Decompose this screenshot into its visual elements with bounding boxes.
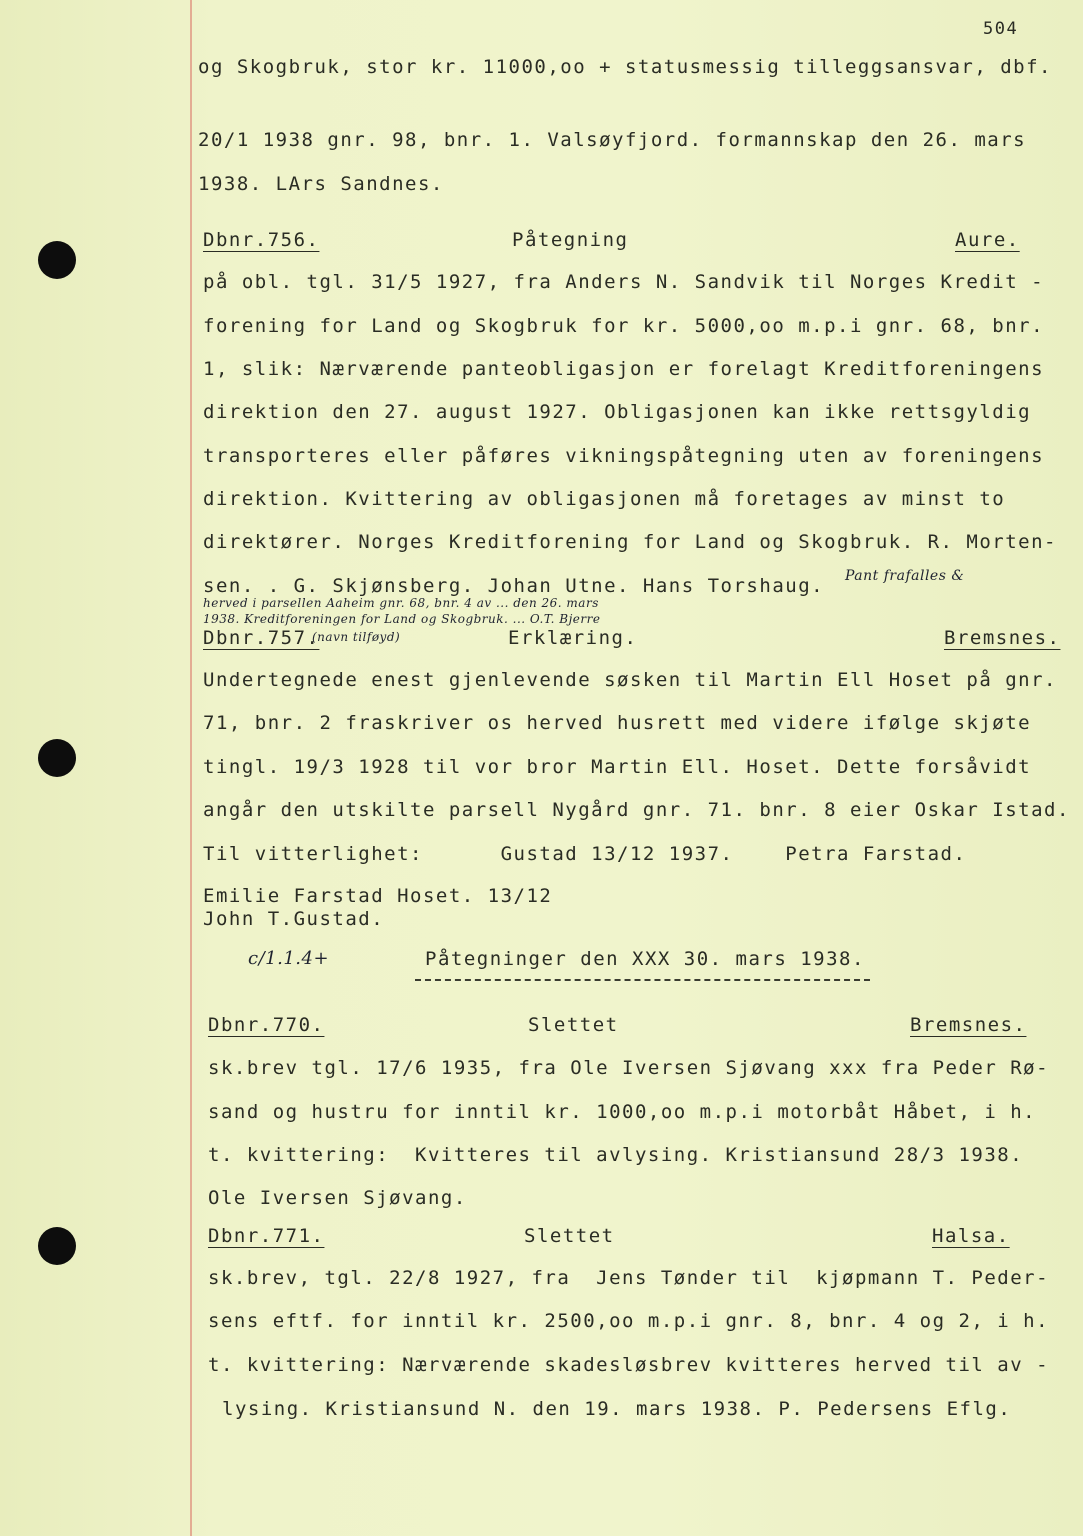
handwritten-mark: c/1.1.4+ (248, 948, 330, 969)
text-line: Undertegnede enest gjenlevende søsken til Martin Ell Hoset på gnr. (203, 669, 1057, 691)
text-line: sk.brev, tgl. 22/8 1927, fra Jens Tønder til kjøpmann T. Peder- (208, 1267, 1050, 1289)
text-line: 20/1 1938 gnr. 98, bnr. 1. Valsøyfjord. formannskap den 26. mars (198, 129, 1027, 151)
text-line: Til vitterlighet: Gustad 13/12 1937. Petra Farstad. (203, 843, 967, 865)
text-line: på obl. tgl. 31/5 1927, fra Anders N. Sandvik til Norges Kredit - (203, 271, 1045, 293)
text-line: t. kvittering: Nærværende skadesløsbrev kvitteres herved til av - (208, 1354, 1050, 1376)
punch-hole-middle (38, 739, 76, 777)
text-line: direktion. Kvittering av obligasjonen må foretages av minst to (203, 488, 1006, 510)
handwritten-note: Pant frafalles & (845, 568, 965, 584)
text-line: t. kvittering: Kvitteres til avlysing. Kristiansund 28/3 1938. (208, 1144, 1024, 1166)
entry-title: Slettet (524, 1225, 615, 1247)
entry-title: Erklæring. (508, 627, 638, 649)
text-line: sen. . G. Skjønsberg. Johan Utne. Hans Torshaug. (203, 575, 825, 597)
text-line: Ole Iversen Sjøvang. (208, 1187, 467, 1209)
handwritten-note: (navn tilføyd) (312, 630, 401, 644)
text-line: sk.brev tgl. 17/6 1935, fra Ole Iversen Sjøvang xxx fra Peder Rø- (208, 1057, 1050, 1079)
entry-number: Dbnr.756. (203, 229, 320, 251)
section-heading: Påtegninger den XXX 30. mars 1938. (425, 948, 865, 970)
entry-place: Bremsnes. (944, 627, 1061, 649)
text-line: forening for Land og Skogbruk for kr. 5000,oo m.p.i gnr. 68, bnr. (203, 315, 1045, 337)
text-line: Emilie Farstad Hoset. 13/12 (203, 885, 553, 907)
text-line: 71, bnr. 2 fraskriver os herved husrett med videre ifølge skjøte (203, 712, 1032, 734)
text-line: angår den utskilte parsell Nygård gnr. 71. bnr. 8 eier Oskar Istad. (203, 799, 1070, 821)
page-number: 504 (983, 19, 1019, 39)
punch-hole-bottom (38, 1227, 76, 1265)
entry-title: Slettet (528, 1014, 619, 1036)
handwritten-note: herved i parsellen Aaheim gnr. 68, bnr. 4 av ... den 26. mars (203, 596, 599, 610)
punch-hole-top (38, 241, 76, 279)
text-line: direktion den 27. august 1927. Obligasjonen kan ikke rettsgyldig (203, 401, 1032, 423)
entry-number: Dbnr.771. (208, 1225, 325, 1247)
text-line: 1, slik: Nærværende panteobligasjon er forelagt Kreditforeningens (203, 358, 1045, 380)
text-line: John T.Gustad. (203, 908, 385, 930)
entry-place: Bremsnes. (910, 1014, 1027, 1036)
margin-rule (190, 0, 192, 1536)
text-line: og Skogbruk, stor kr. 11000,oo + statusmessig tilleggsansvar, dbf. (198, 56, 1052, 78)
text-line: lysing. Kristiansund N. den 19. mars 1938. P. Pedersens Eflg. (222, 1398, 1012, 1420)
text-line: direktører. Norges Kreditforening for Land og Skogbruk. R. Morten- (203, 531, 1057, 553)
entry-place: Halsa. (932, 1225, 1010, 1247)
text-line: sand og hustru for inntil kr. 1000,oo m.p.i motorbåt Håbet, i h. (208, 1101, 1037, 1123)
text-line: 1938. LArs Sandnes. (198, 173, 444, 195)
entry-number: Dbnr.770. (208, 1014, 325, 1036)
entry-number: Dbnr.757. (203, 627, 320, 649)
text-line: tingl. 19/3 1928 til vor bror Martin Ell. Hoset. Dette forsåvidt (203, 756, 1032, 778)
handwritten-note: 1938. Kreditforeningen for Land og Skogbruk. ... O.T. Bjerre (203, 612, 601, 626)
entry-place: Aure. (955, 229, 1020, 251)
entry-title: Påtegning (512, 229, 629, 251)
heading-divider (415, 979, 870, 981)
text-line: sens eftf. for inntil kr. 2500,oo m.p.i gnr. 8, bnr. 4 og 2, i h. (208, 1310, 1050, 1332)
text-line: transporteres eller påføres vikningspåtegning uten av foreningens (203, 445, 1045, 467)
